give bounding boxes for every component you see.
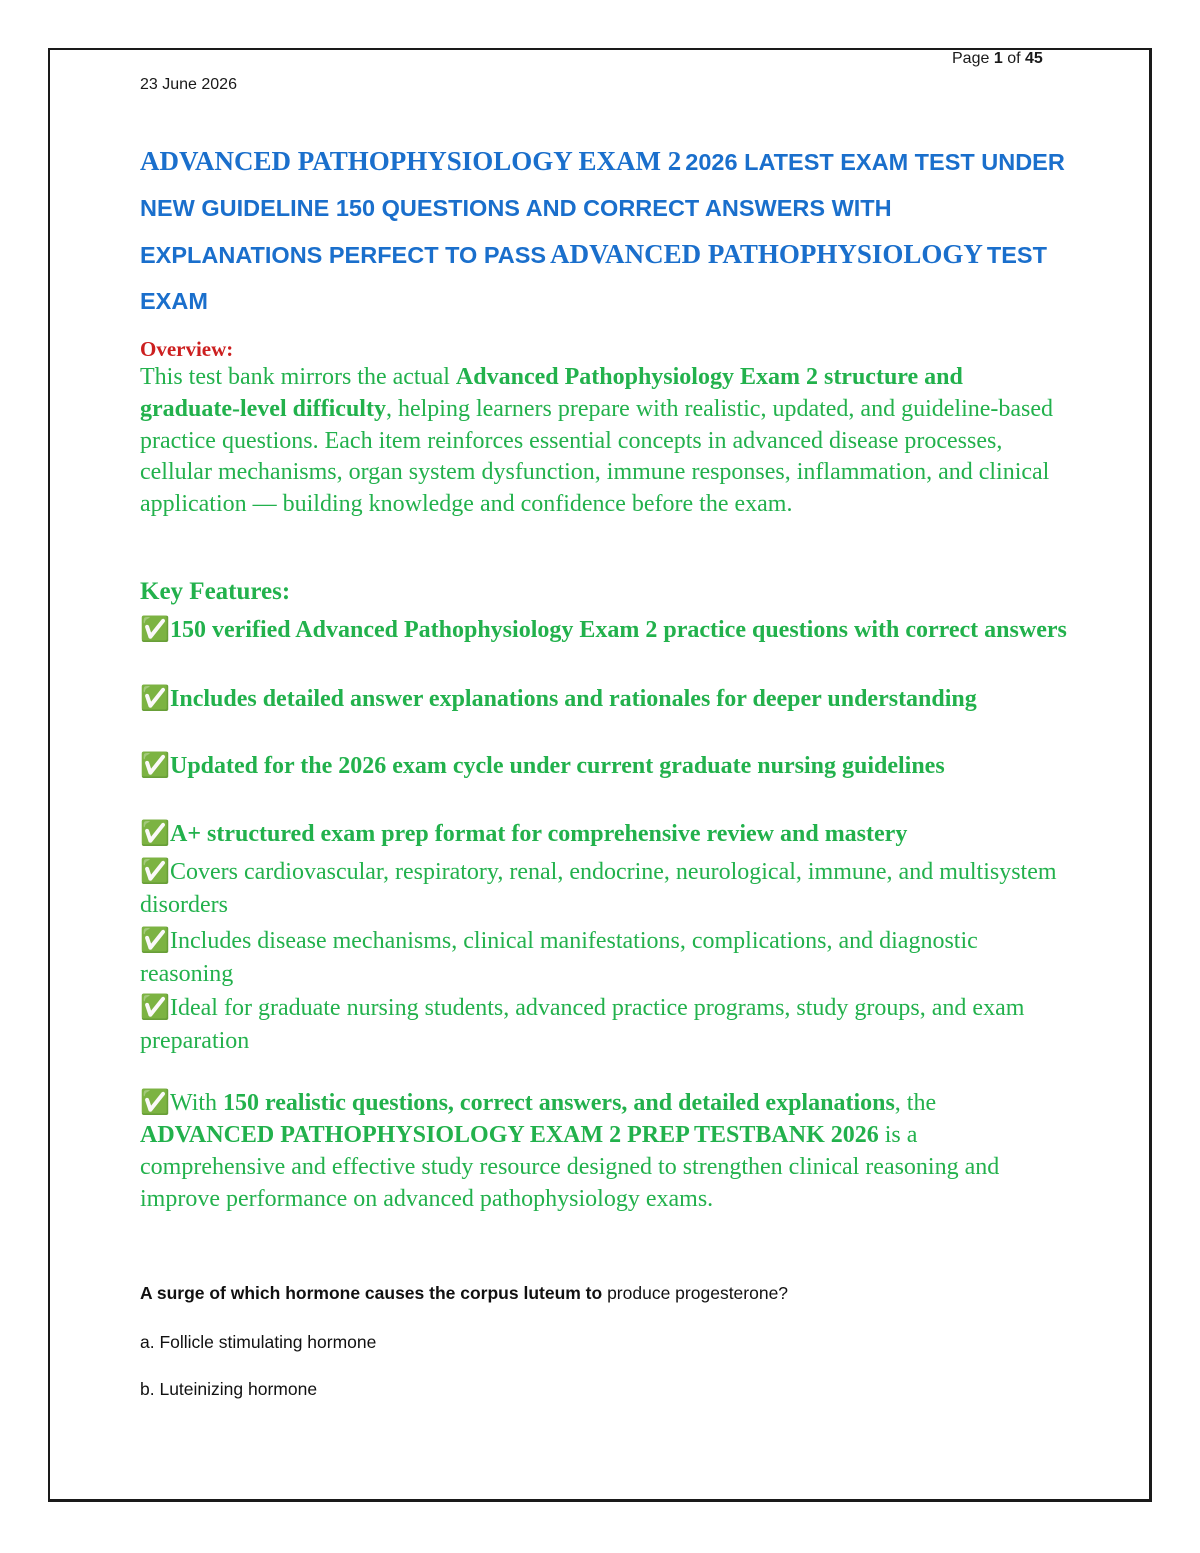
answer-option: b. Luteinizing hormone [140, 1379, 318, 1399]
title-part-4: TEST EXAM [140, 242, 1047, 314]
check-mark-icon: ✅ [140, 821, 170, 847]
conclusion-paragraph: ✅With 150 realistic questions, correct answers, and detailed explanations, the ADVANCED PATHOPHYSIOLOGY EXAM 2 PREP TESTBANK 2026 is a comprehensive and effective study resource designed to strengthen clinical reasoning and improve performance on advanced pathophysiology exams. [140, 1087, 1065, 1215]
answer-option: a. Follicle stimulating hormone [140, 1332, 377, 1352]
document-title [140, 140, 1070, 326]
check-mark-icon: ✅ [140, 753, 170, 779]
feature-item: ✅Updated for the 2026 exam cycle under current graduate nursing guidelines [140, 750, 1070, 783]
title-part-2: 2026 LATEST EXAM TEST UNDER NEW GUIDELINE 150 QUESTIONS AND CORRECT ANSWERS WITH EXPLANATIONS PERFECT TO PASS [140, 149, 1065, 268]
feature-item: ✅Includes detailed answer explanations and rationales for deeper understanding [140, 683, 1070, 716]
check-mark-icon: ✅ [140, 617, 170, 643]
overview-paragraph: This test bank mirrors the actual Advanced Pathophysiology Exam 2 structure and graduate-level difficulty, helping learners prepare with realistic, updated, and guideline-based practice questions. Each item reinforces essential concepts in advanced disease processes, cellular mechanisms, organ system dysfunction, immune responses, inflammation, and clinical application — building knowledge and confidence before the exam. [140, 364, 1054, 518]
title-part-3: ADVANCED PATHOPHYSIOLOGY [550, 239, 983, 269]
question-stem: A surge of which hormone causes the corpus luteum to produce progesterone? [140, 1283, 789, 1303]
check-mark-icon: ✅ [140, 1090, 170, 1116]
title-part-1: ADVANCED PATHOPHYSIOLOGY EXAM 2 [140, 146, 682, 176]
feature-item: ✅Covers cardiovascular, respiratory, renal, endocrine, neurological, immune, and multisystem disorders [140, 856, 1070, 922]
page-number: Page 1 of 45 [952, 50, 1043, 67]
check-mark-icon: ✅ [140, 686, 170, 712]
feature-item: ✅A+ structured exam prep format for comprehensive review and mastery [140, 818, 1070, 851]
feature-item: ✅150 verified Advanced Pathophysiology Exam 2 practice questions with correct answers [140, 614, 1070, 647]
document-date: 23 June 2026 [140, 76, 237, 93]
check-mark-icon: ✅ [140, 995, 170, 1021]
feature-item: ✅Ideal for graduate nursing students, advanced practice programs, study groups, and exam preparation [140, 992, 1070, 1058]
check-mark-icon: ✅ [140, 928, 170, 954]
check-mark-icon: ✅ [140, 859, 170, 885]
overview-label: Overview: [140, 337, 234, 361]
feature-item: ✅Includes disease mechanisms, clinical manifestations, complications, and diagnostic reasoning [140, 925, 1070, 991]
key-features-heading: Key Features: [140, 578, 291, 605]
